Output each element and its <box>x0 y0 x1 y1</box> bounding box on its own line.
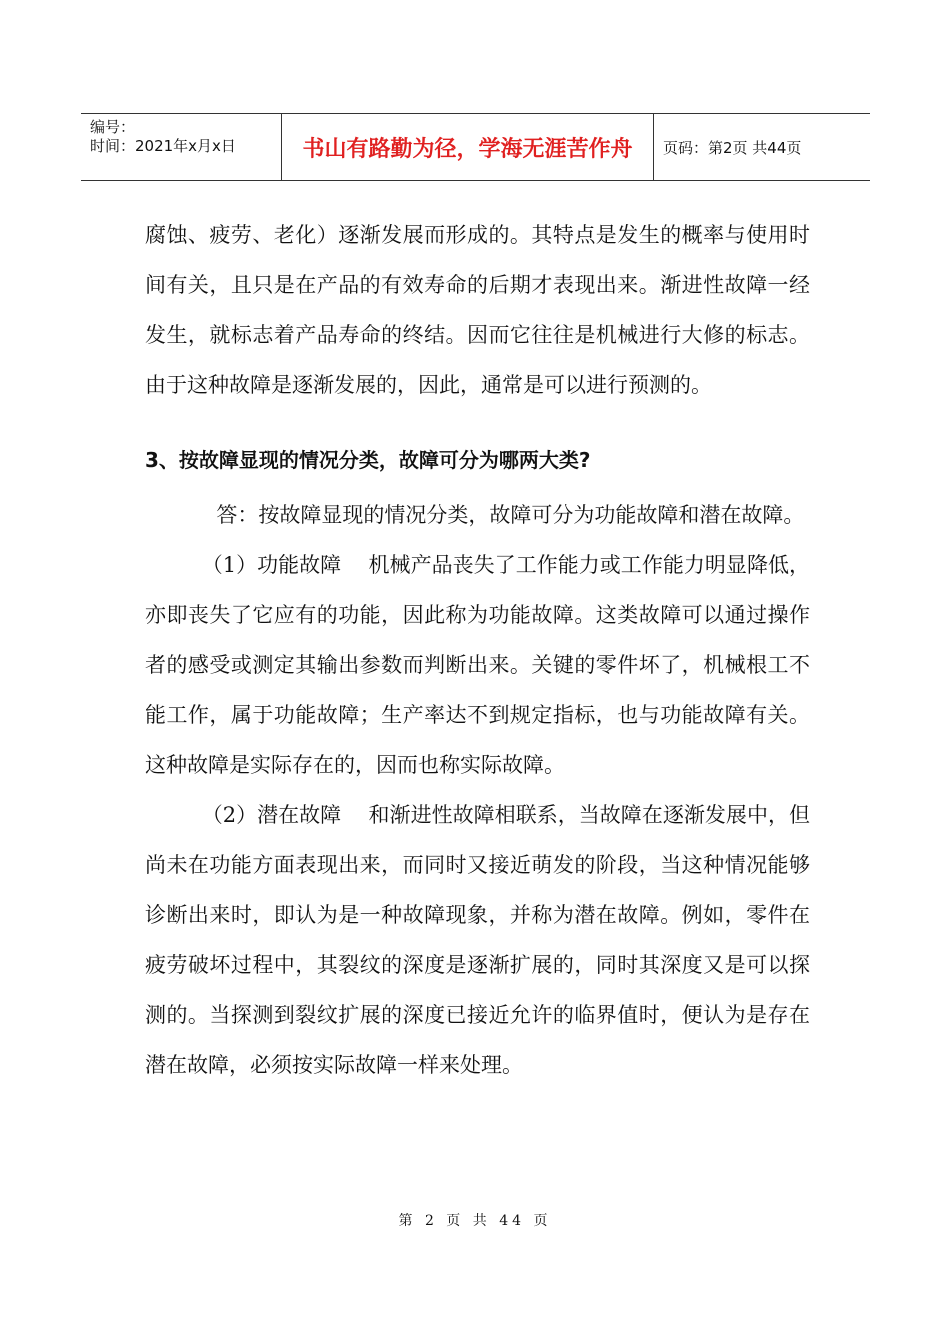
paragraph-gradual-failure: 腐蚀、疲劳、老化）逐渐发展而形成的。其特点是发生的概率与使用时间有关，且只是在产品的有效寿命的后期才表现出来。渐进性故障一经发生，就标志着产品寿命的终结。因而它往往是机械进行大修的标志。由于这种故障是逐渐发展的，因此，通常是可以进行预测的。 <box>145 223 810 397</box>
answer-paragraph: 答：按故障显现的情况分类，故障可分为功能故障和潜在故障。 <box>216 503 805 527</box>
paragraph-latent-failure <box>145 790 810 1090</box>
header-table <box>81 113 870 181</box>
paragraph-functional-failure <box>145 540 810 790</box>
document-date: 时间：2021年x月x日 <box>90 137 236 155</box>
header-meta-cell <box>81 114 282 180</box>
document-number-label: 编号： <box>90 118 136 136</box>
item-title-functional-failure: （1）功能故障 <box>201 553 342 577</box>
item-text-latent-failure: 和渐进性故障相联系，当故障在逐渐发展中，但尚未在功能方面表现出来，而同时又接近萌发的阶段，当这种情况能够诊断出来时，即认为是一种故障现象，并称为潜在故障。例如，零件在疲劳破坏过程中，其裂纹的深度是逐渐扩展的，同时其深度又是可以探测的。当探测到裂纹扩展的深度已接近允许的临界值时，便认为是存在潜在故障，必须按实际故障一样来处理。 <box>145 803 810 1077</box>
item-text-functional-failure: 机械产品丧失了工作能力或工作能力明显降低，亦即丧失了它应有的功能，因此称为功能故障。这类故障可以通过操作者的感受或测定其输出参数而判断出来。关键的零件坏了，机械根工不能工作，属于功能故障；生产率达不到规定指标，也与功能故障有关。这种故障是实际存在的，因而也称实际故障。 <box>145 553 810 777</box>
header-motto: 书山有路勤为径，学海无涯苦作舟 <box>282 114 654 180</box>
header-page-info: 页码：第2页 共44页 <box>663 138 802 157</box>
document-body <box>145 210 810 1090</box>
item-title-latent-failure: （2）潜在故障 <box>201 803 342 827</box>
question-heading: 3、按故障显现的情况分类，故障可分为哪两大类? <box>145 448 591 472</box>
page-footer: 第 2 页 共 44 页 <box>398 1213 552 1229</box>
